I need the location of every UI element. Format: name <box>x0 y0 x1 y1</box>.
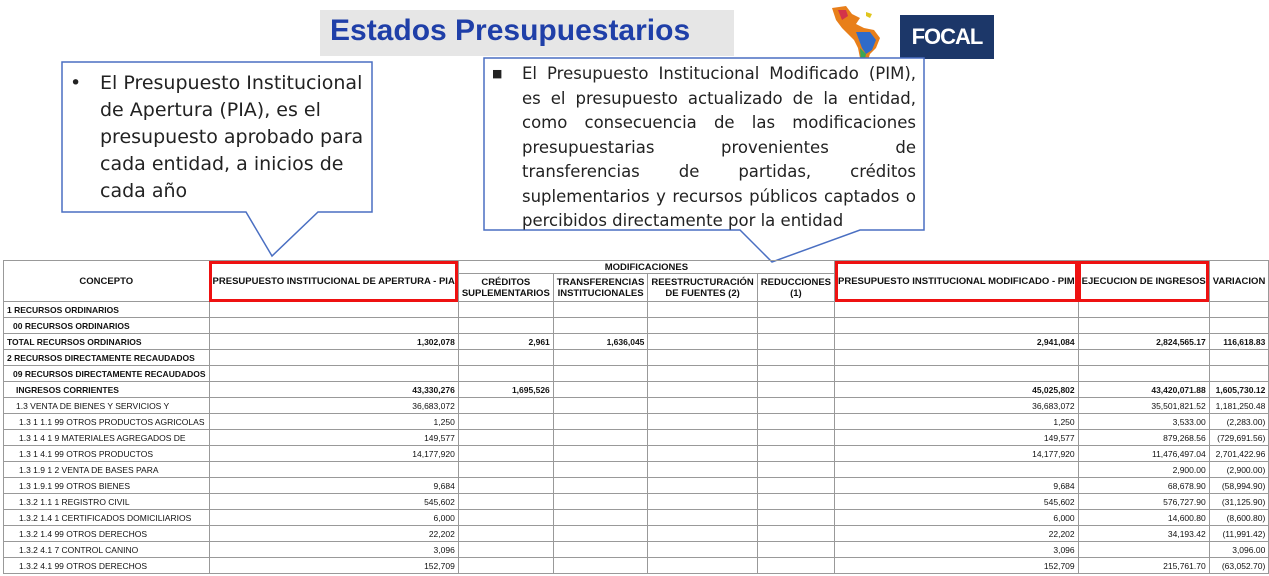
cell-value <box>757 558 834 574</box>
cell-value <box>648 350 757 366</box>
cell-value <box>553 382 648 398</box>
table-row <box>4 318 1269 334</box>
cell-value <box>458 302 553 318</box>
cell-value <box>757 478 834 494</box>
cell-value: 36,683,072 <box>209 398 458 414</box>
cell-value: 2,701,422.96 <box>1209 446 1269 462</box>
cell-value <box>835 462 1079 478</box>
cell-value <box>835 302 1079 318</box>
cell-value: 2,961 <box>458 334 553 350</box>
table-body <box>4 302 1269 574</box>
focal-logo: FOCAL <box>900 15 994 59</box>
cell-value <box>1078 302 1209 318</box>
cell-value <box>458 446 553 462</box>
cell-value: 116,618.83 <box>1209 334 1269 350</box>
cell-value <box>458 494 553 510</box>
table-row <box>4 526 1269 542</box>
table-row <box>4 414 1269 430</box>
cell-value: 14,177,920 <box>835 446 1079 462</box>
cell-value: 152,709 <box>835 558 1079 574</box>
cell-value: (8,600.80) <box>1209 510 1269 526</box>
cell-value <box>1209 302 1269 318</box>
cell-concepto: 2 RECURSOS DIRECTAMENTE RECAUDADOS <box>4 350 210 366</box>
cell-value <box>648 510 757 526</box>
cell-value <box>648 366 757 382</box>
cell-value: 45,025,802 <box>835 382 1079 398</box>
cell-value: (729,691.56) <box>1209 430 1269 446</box>
cell-value: 36,683,072 <box>835 398 1079 414</box>
cell-value <box>1078 366 1209 382</box>
cell-concepto: 1.3.2 1.4 1 CERTIFICADOS DOMICILIARIOS <box>4 510 210 526</box>
cell-concepto: INGRESOS CORRIENTES <box>4 382 210 398</box>
cell-value <box>757 446 834 462</box>
cell-value <box>553 318 648 334</box>
cell-value <box>458 558 553 574</box>
cell-value: 2,941,084 <box>835 334 1079 350</box>
cell-value <box>553 542 648 558</box>
cell-value <box>209 302 458 318</box>
header-pia: PRESUPUESTO INSTITUCIONAL DE APERTURA - PIA <box>209 261 458 302</box>
cell-value <box>553 526 648 542</box>
cell-concepto: 1.3 1.9.1 99 OTROS BIENES <box>4 478 210 494</box>
cell-value: 35,501,821.52 <box>1078 398 1209 414</box>
cell-value <box>553 478 648 494</box>
header-concepto: CONCEPTO <box>4 261 210 302</box>
cell-value <box>648 494 757 510</box>
table-row <box>4 302 1269 318</box>
cell-value: 22,202 <box>835 526 1079 542</box>
cell-value: 3,533.00 <box>1078 414 1209 430</box>
cell-value: (2,900.00) <box>1209 462 1269 478</box>
cell-value <box>458 366 553 382</box>
table-row <box>4 430 1269 446</box>
cell-concepto: 1.3.2 1.1 1 REGISTRO CIVIL <box>4 494 210 510</box>
cell-value <box>1078 350 1209 366</box>
pim-description: El Presupuesto Institucional Modificado (PIM), es el presupuesto actualizado de la entidad, como consecuencia de las modificaciones presupuestarias provenientes de transferencias de partidas, créditos suplementarios y recursos públicos captados o percibidos directamente por la entidad <box>522 64 916 230</box>
pia-description: El Presupuesto Institucional de Apertura (PIA), es el presupuesto aprobado para cada entidad, a inicios de cada año <box>100 72 364 202</box>
table-row <box>4 382 1269 398</box>
bullet-icon: • <box>70 72 82 94</box>
cell-value: 22,202 <box>209 526 458 542</box>
cell-value <box>458 462 553 478</box>
cell-concepto: 1.3.2 4.1 7 CONTROL CANINO <box>4 542 210 558</box>
cell-value <box>458 350 553 366</box>
cell-value <box>458 430 553 446</box>
cell-value <box>458 398 553 414</box>
cell-value <box>757 366 834 382</box>
cell-value: (63,052.70) <box>1209 558 1269 574</box>
cell-value <box>648 462 757 478</box>
cell-value <box>757 302 834 318</box>
cell-value: (58,994.90) <box>1209 478 1269 494</box>
cell-value: 576,727.90 <box>1078 494 1209 510</box>
cell-value <box>458 478 553 494</box>
cell-value <box>553 430 648 446</box>
slide-title: Estados Presupuestarios <box>330 14 691 47</box>
cell-value: 6,000 <box>209 510 458 526</box>
cell-value <box>553 350 648 366</box>
cell-value: 3,096.00 <box>1209 542 1269 558</box>
cell-value <box>757 542 834 558</box>
cell-concepto: 1 RECURSOS ORDINARIOS <box>4 302 210 318</box>
cell-value <box>553 366 648 382</box>
cell-concepto: 1.3 1 4 1 9 MATERIALES AGREGADOS DE <box>4 430 210 446</box>
cell-value: 2,824,565.17 <box>1078 334 1209 350</box>
header-reducciones: REDUCCIONES (1) <box>757 274 834 302</box>
cell-value: 545,602 <box>835 494 1079 510</box>
cell-value <box>757 526 834 542</box>
cell-value <box>648 334 757 350</box>
cell-value <box>553 510 648 526</box>
table-row <box>4 494 1269 510</box>
cell-concepto: 1.3.2 1.4 99 OTROS DERECHOS <box>4 526 210 542</box>
cell-concepto: 1.3 1.9 1 2 VENTA DE BASES PARA <box>4 462 210 478</box>
cell-value <box>209 318 458 334</box>
cell-value <box>209 350 458 366</box>
cell-value: 149,577 <box>835 430 1079 446</box>
cell-value <box>553 302 648 318</box>
cell-concepto: 1.3 VENTA DE BIENES Y SERVICIOS Y <box>4 398 210 414</box>
cell-value <box>757 430 834 446</box>
cell-value: 1,181,250.48 <box>1209 398 1269 414</box>
cell-value <box>1209 366 1269 382</box>
cell-value <box>553 494 648 510</box>
cell-value <box>757 510 834 526</box>
cell-concepto: 1.3 1 4.1 99 OTROS PRODUCTOS <box>4 446 210 462</box>
cell-value: 68,678.90 <box>1078 478 1209 494</box>
cell-value: 152,709 <box>209 558 458 574</box>
cell-value <box>209 462 458 478</box>
cell-value: 545,602 <box>209 494 458 510</box>
cell-value <box>648 478 757 494</box>
cell-value <box>648 446 757 462</box>
cell-value: 149,577 <box>209 430 458 446</box>
table-row <box>4 478 1269 494</box>
cell-value: 1,695,526 <box>458 382 553 398</box>
cell-value: 43,330,276 <box>209 382 458 398</box>
cell-concepto: 09 RECURSOS DIRECTAMENTE RECAUDADOS <box>4 366 210 382</box>
table-row <box>4 366 1269 382</box>
cell-value <box>835 366 1079 382</box>
table-row <box>4 542 1269 558</box>
cell-value <box>757 350 834 366</box>
cell-concepto: TOTAL RECURSOS ORDINARIOS <box>4 334 210 350</box>
cell-value: 3,096 <box>209 542 458 558</box>
cell-value: 1,605,730.12 <box>1209 382 1269 398</box>
cell-concepto: 00 RECURSOS ORDINARIOS <box>4 318 210 334</box>
cell-value: 1,250 <box>835 414 1079 430</box>
cell-value <box>648 542 757 558</box>
cell-value <box>209 366 458 382</box>
cell-value <box>458 414 553 430</box>
cell-value <box>458 318 553 334</box>
header-creditos: CRÉDITOS SUPLEMENTARIOS <box>458 274 553 302</box>
cell-value <box>648 414 757 430</box>
cell-value: 1,636,045 <box>553 334 648 350</box>
cell-value <box>757 334 834 350</box>
cell-value: 9,684 <box>835 478 1079 494</box>
cell-value: (2,283.00) <box>1209 414 1269 430</box>
cell-value: 43,420,071.88 <box>1078 382 1209 398</box>
cell-value <box>553 462 648 478</box>
cell-value <box>757 462 834 478</box>
pim-callout-text <box>492 62 916 234</box>
cell-value: 14,177,920 <box>209 446 458 462</box>
cell-value <box>648 302 757 318</box>
square-bullet-icon: ■ <box>492 67 503 80</box>
cell-value: 9,684 <box>209 478 458 494</box>
cell-value: 879,268.56 <box>1078 430 1209 446</box>
cell-value: 3,096 <box>835 542 1079 558</box>
cell-value <box>648 526 757 542</box>
cell-value: 14,600.80 <box>1078 510 1209 526</box>
header-modificaciones: MODIFICACIONES <box>458 261 834 274</box>
cell-value: 34,193.42 <box>1078 526 1209 542</box>
header-reestructuracion: REESTRUCTURACIÓN DE FUENTES (2) <box>648 274 757 302</box>
cell-value <box>1078 542 1209 558</box>
pia-callout-text <box>72 70 368 205</box>
cell-value <box>458 542 553 558</box>
cell-value <box>1078 318 1209 334</box>
cell-value: (11,991.42) <box>1209 526 1269 542</box>
cell-value <box>757 414 834 430</box>
cell-value <box>648 430 757 446</box>
cell-value <box>757 398 834 414</box>
cell-value <box>1209 350 1269 366</box>
cell-value <box>835 350 1079 366</box>
cell-value <box>553 414 648 430</box>
header-pim: PRESUPUESTO INSTITUCIONAL MODIFICADO - PIM <box>835 261 1079 302</box>
cell-concepto: 1.3.2 4.1 99 OTROS DERECHOS <box>4 558 210 574</box>
cell-value: 215,761.70 <box>1078 558 1209 574</box>
cell-value <box>458 526 553 542</box>
cell-value: 2,900.00 <box>1078 462 1209 478</box>
cell-concepto: 1.3 1 1.1 99 OTROS PRODUCTOS AGRICOLAS <box>4 414 210 430</box>
cell-value <box>648 398 757 414</box>
table-row <box>4 334 1269 350</box>
cell-value <box>553 446 648 462</box>
cell-value <box>458 510 553 526</box>
cell-value: 6,000 <box>835 510 1079 526</box>
cell-value <box>757 318 834 334</box>
cell-value <box>1209 318 1269 334</box>
cell-value <box>835 318 1079 334</box>
cell-value: (31,125.90) <box>1209 494 1269 510</box>
table-row <box>4 446 1269 462</box>
table-row <box>4 462 1269 478</box>
table-row <box>4 398 1269 414</box>
cell-value <box>757 382 834 398</box>
header-ejecucion: EJECUCION DE INGRESOS <box>1078 261 1209 302</box>
table-row <box>4 558 1269 574</box>
header-transferencias: TRANSFERENCIAS INSTITUCIONALES <box>553 274 648 302</box>
table-row <box>4 510 1269 526</box>
cell-value: 1,250 <box>209 414 458 430</box>
cell-value: 11,476,497.04 <box>1078 446 1209 462</box>
cell-value <box>648 318 757 334</box>
cell-value <box>553 398 648 414</box>
cell-value: 1,302,078 <box>209 334 458 350</box>
cell-value <box>648 382 757 398</box>
cell-value <box>553 558 648 574</box>
table-row <box>4 350 1269 366</box>
header-variacion: VARIACION <box>1209 261 1269 302</box>
cell-value <box>757 494 834 510</box>
cell-value <box>648 558 757 574</box>
budget-table <box>3 260 1269 574</box>
